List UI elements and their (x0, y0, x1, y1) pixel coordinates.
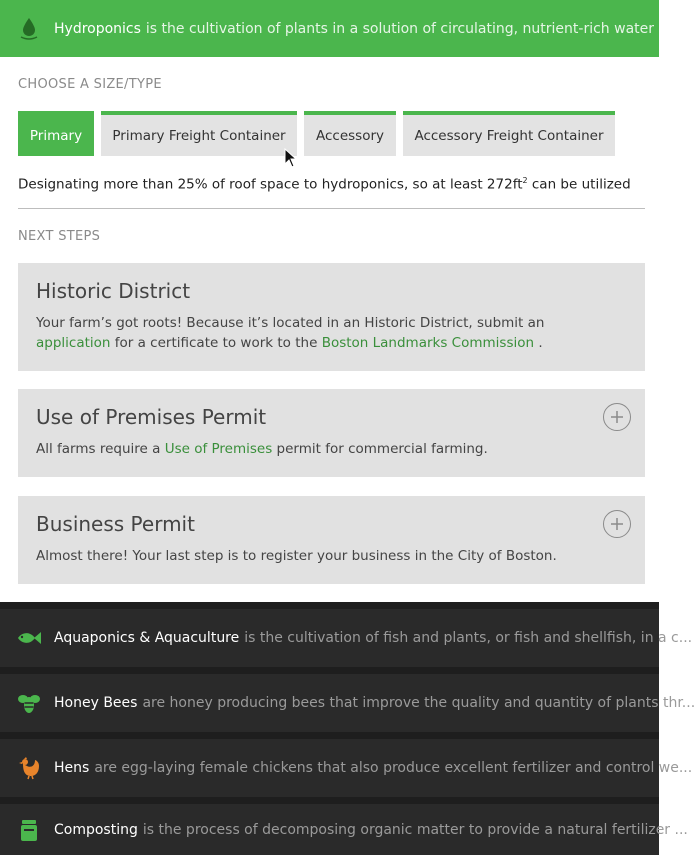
row-name: Composting (54, 821, 138, 838)
card-title: Use of Premises Permit (36, 405, 267, 429)
roof-space-note (18, 176, 631, 193)
expand-plus-icon[interactable] (603, 403, 631, 431)
card-text: Almost there! Your last step is to register your business in the City of Boston. (36, 548, 557, 564)
next-steps-label: NEXT STEPS (18, 229, 101, 244)
use-of-premises-card (18, 389, 645, 477)
header-description: is the cultivation of plants in a solution of circulating, nutrient-rich water (145, 20, 655, 37)
use-of-premises-link[interactable]: Use of Premises (164, 441, 273, 457)
tab-primary-freight-container[interactable]: Primary Freight Container (101, 111, 297, 156)
header-title: Hydroponics (54, 20, 141, 37)
expand-plus-icon[interactable] (603, 510, 631, 538)
note-text: Designating more than 25% of roof space to hydroponics, so at least 272ft (18, 176, 523, 193)
compost-bin-icon (16, 817, 42, 843)
card-text-part: for a certificate to work to the (110, 335, 322, 351)
row-name: Honey Bees (54, 695, 138, 711)
row-name: Hens (54, 760, 90, 776)
honey-bees-row[interactable] (0, 674, 695, 732)
section-divider (18, 208, 645, 209)
row-description: is the cultivation of fish and plants, or fish and shellfish, in a c... (244, 630, 693, 646)
fish-icon (16, 625, 42, 651)
composting-row[interactable] (0, 804, 688, 855)
card-text (36, 313, 627, 353)
hens-row[interactable] (0, 739, 693, 797)
card-text (36, 439, 627, 459)
card-text-part: Your farm’s got roots! Because it’s located in an Historic District, submit an (36, 315, 545, 331)
row-name: Aquaponics & Aquaculture (54, 630, 240, 646)
hydroponics-header (0, 0, 659, 57)
tab-accessory-freight-container[interactable]: Accessory Freight Container (403, 111, 615, 156)
card-text-part: permit for commercial farming. (272, 441, 488, 457)
card-text-part: All farms require a (36, 441, 165, 457)
tab-accessory[interactable]: Accessory (304, 111, 396, 156)
mouse-cursor-icon (284, 148, 298, 172)
size-type-tabs (18, 111, 615, 156)
size-section-label: CHOOSE A SIZE/TYPE (18, 77, 162, 92)
historic-district-card (18, 263, 645, 371)
row-description: is the process of decomposing organic matter to provide a natural fertilizer ... (142, 821, 688, 838)
row-description: are honey producing bees that improve the quality and quantity of plants thr... (142, 695, 695, 711)
water-drop-icon (18, 16, 40, 42)
application-link[interactable]: application (36, 335, 111, 351)
note-superscript: 2 (522, 176, 528, 185)
note-text-end: can be utilized (527, 176, 631, 193)
tab-primary[interactable]: Primary (18, 111, 94, 156)
hen-icon (16, 755, 42, 781)
boston-landmarks-commission-link[interactable]: Boston Landmarks Commission (321, 335, 535, 351)
card-text-part: . (534, 335, 543, 351)
row-description: are egg-laying female chickens that also produce excellent fertilizer and control we... (94, 760, 693, 776)
bee-icon (16, 690, 42, 716)
card-title: Business Permit (36, 512, 195, 536)
card-title: Historic District (36, 279, 191, 303)
business-permit-card (18, 496, 645, 584)
aquaponics-row[interactable] (0, 609, 693, 667)
